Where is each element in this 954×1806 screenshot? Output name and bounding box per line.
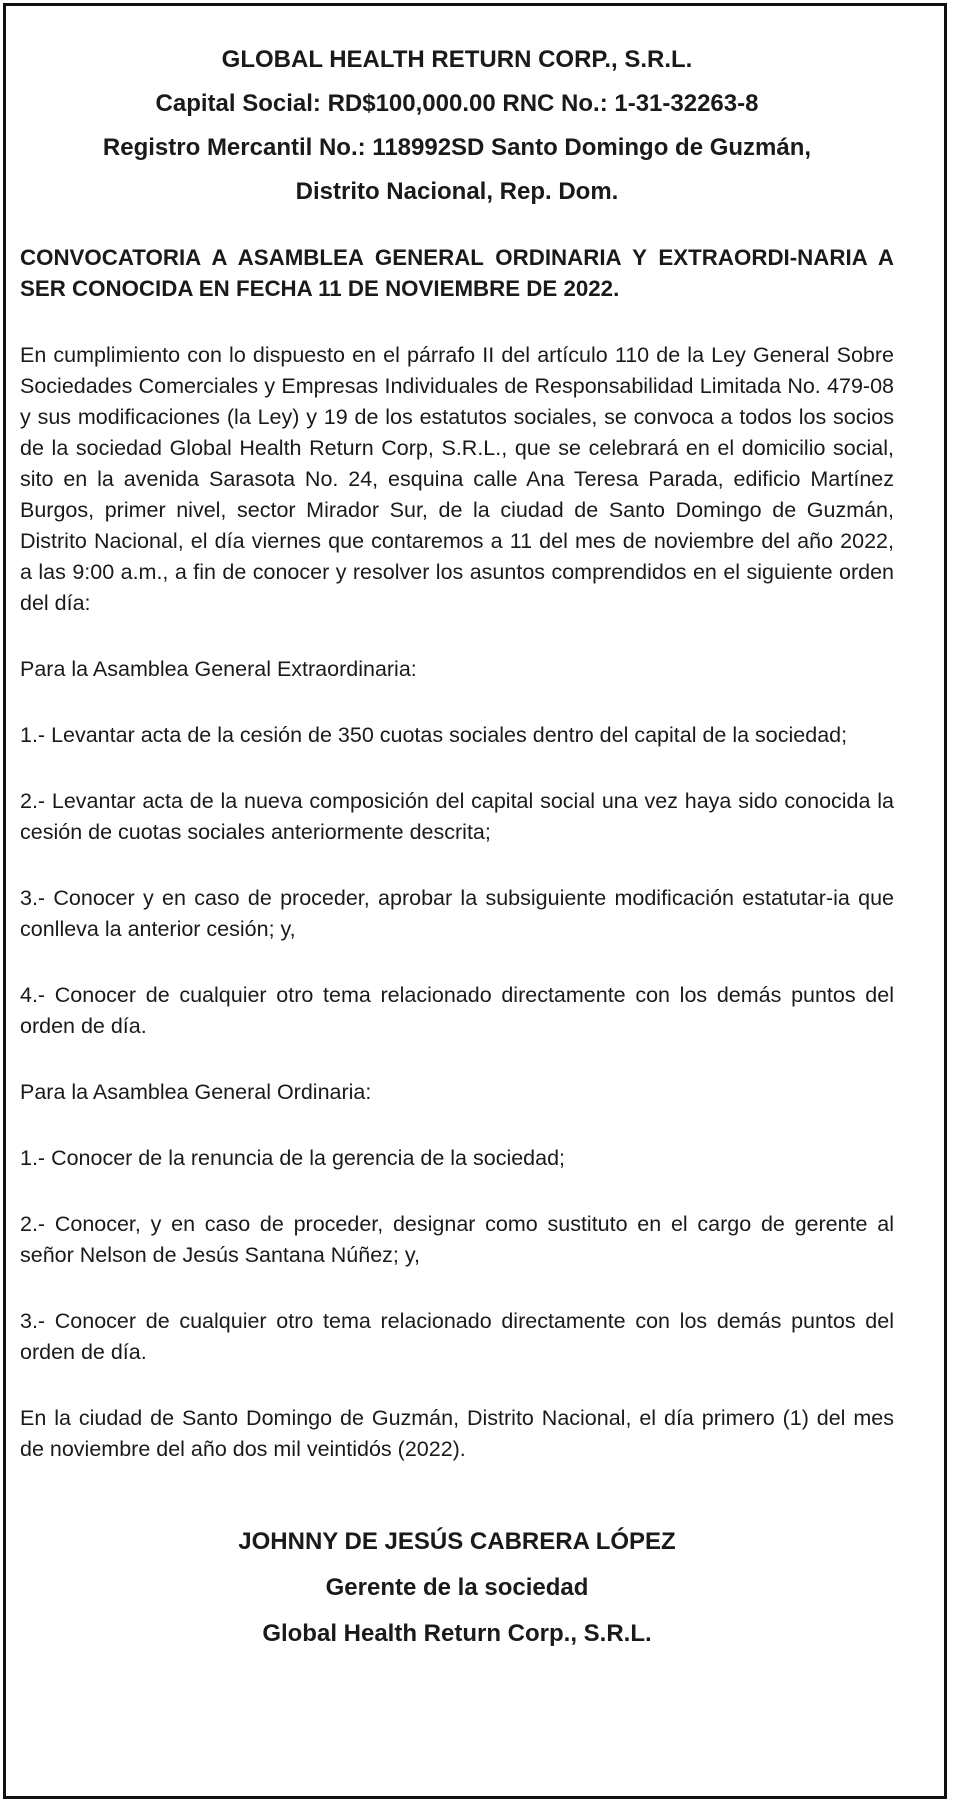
intro-paragraph: En cumplimiento con lo dispuesto en el párrafo II del artículo 110 de la Ley General Sobre Sociedades Comerciales y Empresas Individuales de Responsabilidad Limitada No. 479-08 y sus modificaciones (la Ley) y 19 de los estatutos sociales, se convoca a todos los socios de la sociedad Global Health Return Corp, S.R.L., que se celebrará en el domicilio social, sito en la avenida Sarasota No. 24, esquina calle Ana Teresa Parada, edificio Martínez Burgos, primer nivel, sector Mirador Sur, de la ciudad de Santo Domingo de Guzmán, Distrito Nacional, el día viernes que contaremos a 11 del mes de noviembre del año 2022, a las 9:00 a.m., a fin de conocer y resolver los asuntos comprendidos en el siguiente orden del día: (20, 343, 894, 615)
registro-line: Registro Mercantil No.: 118992SD Santo Domingo de Guzmán, (102, 134, 812, 161)
ordinaria-item: 1.- Conocer de la renuncia de la gerencia de la sociedad; (20, 1146, 566, 1170)
extraordinaria-item: 1.- Levantar acta de la cesión de 350 cuotas sociales dentro del capital de la sociedad; (20, 723, 848, 747)
extraordinaria-heading: Para la Asamblea General Extraordinaria: (20, 657, 417, 681)
company-header (20, 38, 894, 214)
signatory-name: JOHNNY DE JESÚS CABRERA LÓPEZ (238, 1528, 676, 1555)
capital-line: Capital Social: RD$100,000.00 RNC No.: 1-31-32263-8 (155, 90, 759, 117)
company-name: GLOBAL HEALTH RETURN CORP., S.R.L. (221, 46, 693, 73)
extraordinaria-item: 3.- Conocer y en caso de proceder, aprobar la subsiguiente modificación estatutar-ia que conlleva la anterior cesión; y, (20, 886, 894, 941)
signatory-role: Gerente de la sociedad (325, 1574, 589, 1601)
ordinaria-item: 3.- Conocer de cualquier otro tema relacionado directamente con los demás puntos del orden de día. (20, 1309, 894, 1364)
extraordinaria-item: 2.- Levantar acta de la nueva composición del capital social una vez haya sido conocida la cesión de cuotas sociales anteriormente descrita; (20, 789, 894, 844)
notice-content (20, 38, 894, 1657)
signatory-company: Global Health Return Corp., S.R.L. (262, 1620, 652, 1647)
extraordinaria-item: 4.- Conocer de cualquier otro tema relacionado directamente con los demás puntos del orden de día. (20, 983, 894, 1038)
ordinaria-heading: Para la Asamblea General Ordinaria: (20, 1080, 372, 1104)
convocatoria-title: CONVOCATORIA A ASAMBLEA GENERAL ORDINARIA Y EXTRAORDI-NARIA A SER CONOCIDA EN FECHA 11 DE NOVIEMBRE DE 2022. (20, 245, 894, 301)
closing-paragraph: En la ciudad de Santo Domingo de Guzmán, Distrito Nacional, el día primero (1) del mes de noviembre del año dos mil veintidós (2022). (20, 1406, 894, 1461)
location-line: Distrito Nacional, Rep. Dom. (295, 178, 619, 205)
ordinaria-item: 2.- Conocer, y en caso de proceder, designar como sustituto en el cargo de gerente al señor Nelson de Jesús Santana Núñez; y, (20, 1212, 894, 1267)
signature-block (20, 1519, 894, 1657)
notice-body (20, 340, 894, 1465)
